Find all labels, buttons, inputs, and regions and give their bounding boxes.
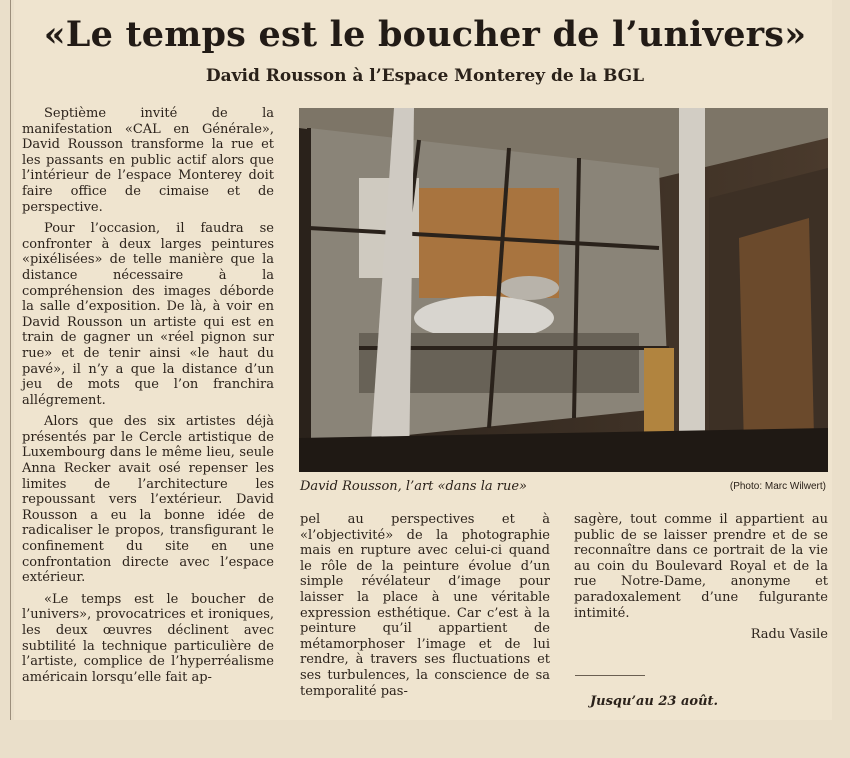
gallery-interior-image [299, 108, 828, 472]
paragraph: Pour l’occasion, il faudra se confronter à deux larges peintures «pixélisées» de telle manière que la distance nécessaire à la compréhension des images déborde la salle d’exposition. De là, à voir en David Rousson un artiste qui est en train de gagner un «réel pignon sur rue» et de tenir ainsi «le haut du pavé», il n’y a que la distance d’un jeu de mots que l’on franchira allégrement. [22, 221, 274, 408]
article-column-1 [22, 106, 274, 691]
paragraph: sagère, tout comme il appartient au public de se laisser prendre et de se reconnaître dans ce portrait de la vie au coin du Boulevard Royal et de la rue Notre-Dame, anonyme et paradoxalement d’une fulgurante intimité. [574, 512, 828, 621]
article-photo [299, 108, 828, 472]
author-byline: Radu Vasile [750, 627, 828, 643]
article-column-2 [300, 512, 550, 705]
article-column-3 [574, 512, 828, 643]
divider [575, 675, 645, 676]
column-rule [10, 0, 11, 720]
paragraph: «Le temps est le boucher de l’univers», provocatrices et ironiques, les deux œuvres déclinent avec subtilité la technique particulière de l’artiste, complice de l’hyperréalisme américain lorsqu’elle fait ap- [22, 591, 274, 685]
article-subheadline: David Rousson à l’Espace Monterey de la BGL [205, 66, 645, 86]
photo-caption: David Rousson, l’art «dans la rue» [300, 479, 528, 494]
paragraph: pel au perspectives et à «l’objectivité» de la photographie mais en rupture avec celui-ci quand le rôle de la peinture évolue d’un simple révélateur d’image pour laisser la place à une véritable expression esthétique. Car c’est à la peinture qu’il appartient de métamorphoser l’image et de lui rendre, à travers ses fluctuations et ses turbulences, la conscience de sa temporalité pas- [300, 512, 550, 699]
paragraph: Alors que des six artistes déjà présentés par le Cercle artistique de Luxembourg dans le même lieu, seule Anna Recker avait osé repenser les limites de l’architecture les repoussant vers l’extérieur. David Rousson a eu la bonne idée de radicaliser le propos, transfigurant le confinement du site en une confrontation directe avec l’espace extérieur. [22, 414, 274, 586]
article-headline: «Le temps est le boucher de l’univers» [43, 14, 807, 55]
exhibition-dates: Jusqu’au 23 août. [590, 694, 719, 709]
photo-credit: (Photo: Marc Wilwert) [729, 481, 826, 492]
paragraph: Septième invité de la manifestation «CAL en Générale», David Rousson transforme la rue et les passants en public actif alors que l’intérieur de l’espace Monterey doit faire office de cimaise et de perspective. [22, 106, 274, 215]
